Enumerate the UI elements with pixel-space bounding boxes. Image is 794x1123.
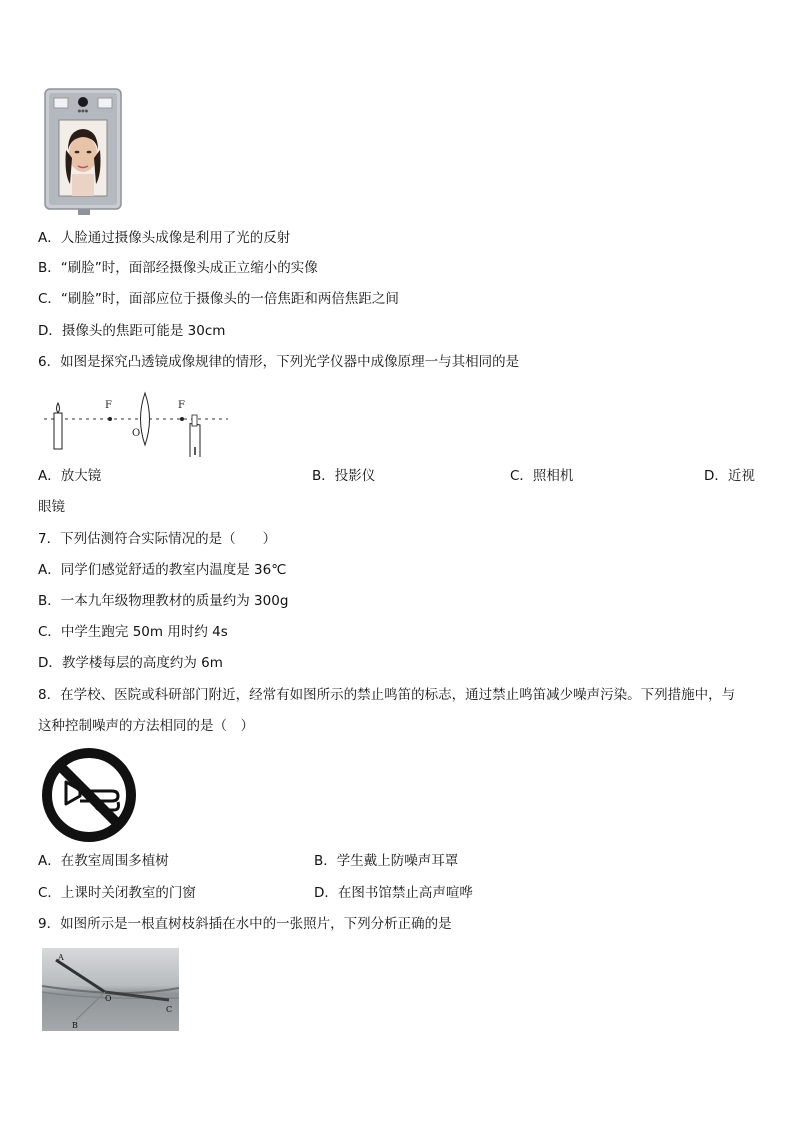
q5-option-d: D．摄像头的焦距可能是 30cm: [38, 323, 226, 339]
q9-figure-label-c: C: [166, 1005, 173, 1014]
q5-option-a: A．人脸通过摄像头成像是利用了光的反射: [38, 230, 291, 246]
q9-figure-label-a: A: [58, 953, 64, 962]
q8-option-c: C．上课时关闭教室的门窗: [38, 885, 196, 901]
stick-in-water-photo-figure: [42, 948, 179, 1031]
q6-stem: 6．如图是探究凸透镜成像规律的情形，下列光学仪器中成像原理一与其相同的是: [38, 354, 520, 370]
q7-option-d: D．教学楼每层的高度约为 6m: [38, 655, 223, 671]
q8-stem-line2: 这种控制噪声的方法相同的是（ ）: [38, 718, 254, 734]
q7-option-a: A．同学们感觉舒适的教室内温度是 36℃: [38, 562, 287, 578]
no-horn-sign-figure: [40, 746, 140, 844]
q6-figure-label-o: O: [132, 428, 141, 439]
q8-options-row-1: [38, 852, 756, 870]
q6-option-a: A．放大镜: [38, 468, 102, 484]
q8-option-b: B．学生戴上防噪声耳罩: [314, 853, 459, 869]
q6-option-b: B．投影仪: [312, 468, 376, 484]
q6-option-d: D．近视: [704, 468, 755, 484]
q6-option-c: C．照相机: [510, 468, 574, 484]
q9-figure-label-o: O: [105, 994, 112, 1003]
q8-stem-line1: 8．在学校、医院或科研部门附近，经常有如图所示的禁止鸣笛的标志，通过禁止鸣笛减少噪声污染。下列措施中，与: [38, 687, 736, 703]
q9-figure-label-b: B: [72, 1021, 78, 1030]
face-recognition-device-figure: [44, 88, 122, 216]
q7-stem: 7．下列估测符合实际情况的是（ ）: [38, 531, 277, 547]
q5-option-b: B．“刷脸”时，面部经摄像头成正立缩小的实像: [38, 260, 318, 276]
svg-text:●●●: ●●●: [77, 108, 89, 113]
q9-stem: 9．如图所示是一根直树枝斜插在水中的一张照片，下列分析正确的是: [38, 916, 452, 932]
q7-option-b: B．一本九年级物理教材的质量约为 300g: [38, 593, 289, 609]
q5-option-c: C．“刷脸”时，面部应位于摄像头的一倍焦距和两倍焦距之间: [38, 291, 399, 307]
q8-option-d: D．在图书馆禁止高声喧哗: [314, 885, 473, 901]
q6-figure-label-f-right: F: [178, 400, 185, 411]
q6-option-d-continued: 眼镜: [38, 499, 65, 515]
q7-option-c: C．中学生跑完 50m 用时约 4s: [38, 624, 228, 640]
q8-options-row-2: [38, 884, 756, 902]
q8-option-a: A．在教室周围多植树: [38, 853, 169, 869]
q6-options-row: [38, 467, 756, 485]
q6-figure-label-f-left: F: [105, 400, 112, 411]
convex-lens-setup-figure: [44, 389, 228, 457]
